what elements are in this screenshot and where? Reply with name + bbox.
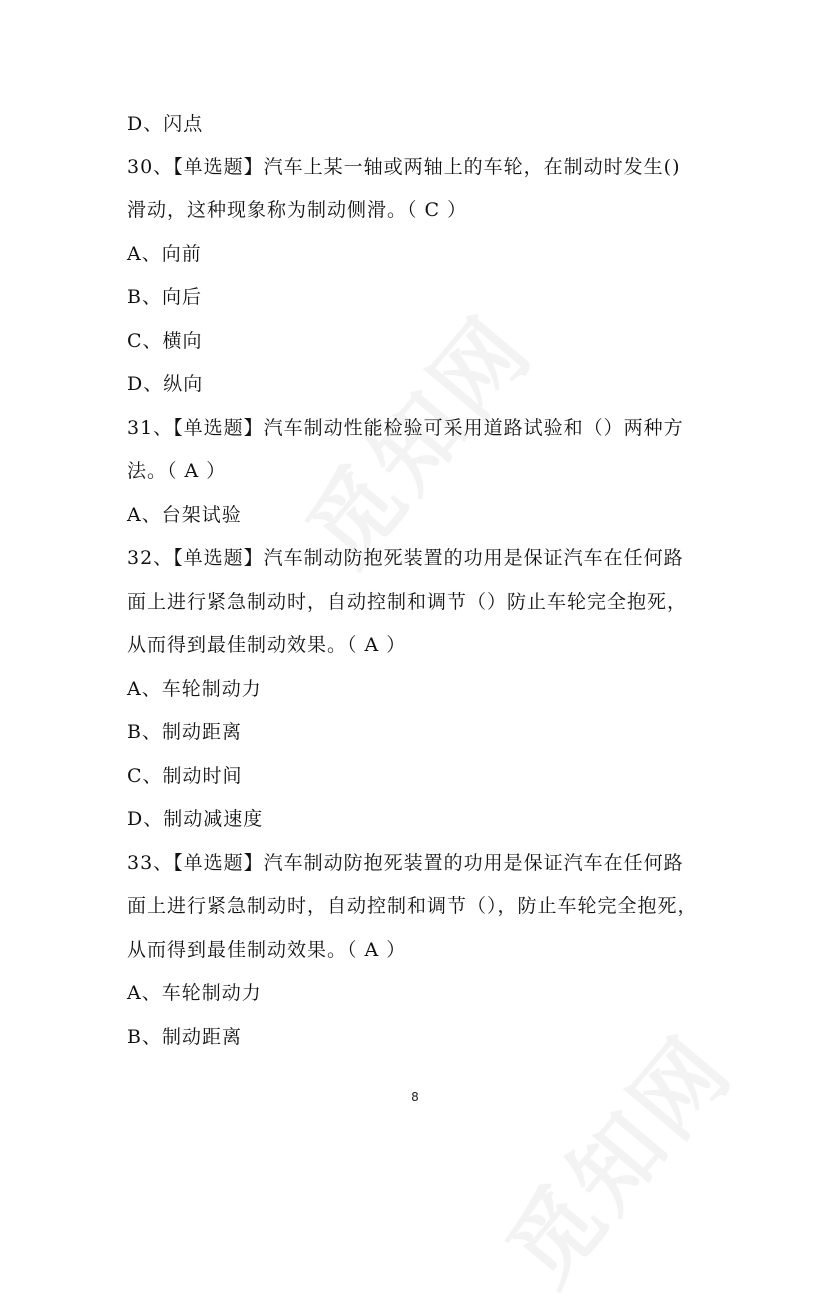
option-30-c: C、横向 [127,330,203,352]
question-33-line-2: 面上进行紧急制动时，自动控制和调节（），防止车轮完全抱死， [127,895,698,917]
option-33-a: A、车轮制动力 [127,982,262,1004]
option-30-b: B、向后 [127,286,202,308]
option-32-a: A、车轮制动力 [127,678,262,700]
option-30-d: D、纵向 [127,373,204,395]
option-29-d: D、闪点 [127,113,204,135]
option-32-b: B、制动距离 [127,721,242,743]
option-30-a: A、向前 [127,243,202,265]
option-33-b: B、制动距离 [127,1026,242,1048]
question-32-line-1: 32、【单选题】汽车制动防抱死装置的功用是保证汽车在任何路 [127,547,684,569]
question-32-line-2: 面上进行紧急制动时，自动控制和调节（）防止车轮完全抱死， [127,591,688,613]
question-30-line-1: 30、【单选题】汽车上某一轴或两轴上的车轮，在制动时发生() [127,156,681,178]
question-33-line-3: 从而得到最佳制动效果。（ A ） [127,939,407,961]
question-31-line-2: 法。（ A ） [127,460,227,482]
question-30-line-2: 滑动，这种现象称为制动侧滑。（ C ） [127,199,468,221]
page-number: 8 [411,1090,419,1104]
watermark [472,1003,757,1307]
option-32-c: C、制动时间 [127,765,243,787]
question-33-line-1: 33、【单选题】汽车制动防抱死装置的功用是保证汽车在任何路 [127,852,684,874]
question-32-line-3: 从而得到最佳制动效果。（ A ） [127,634,407,656]
question-31-line-1: 31、【单选题】汽车制动性能检验可采用道路试验和（）两种方 [127,417,684,439]
option-31-a: A、台架试验 [127,504,242,526]
option-32-d: D、制动减速度 [127,808,264,830]
